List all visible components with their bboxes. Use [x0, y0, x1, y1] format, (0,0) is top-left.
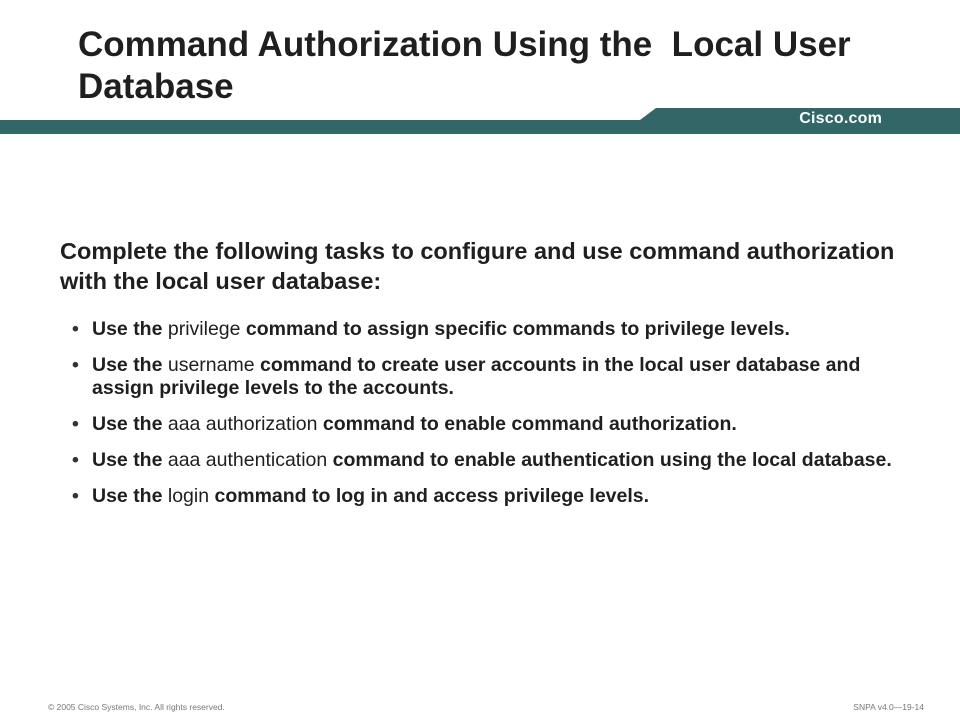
command-keyword: aaa authorization [167, 413, 318, 435]
cisco-brand-label: Cisco.com [799, 110, 882, 127]
command-keyword: privilege [167, 318, 241, 340]
list-item [72, 354, 892, 400]
bullet-text-post: command to log in and access privilege levels. [209, 485, 650, 507]
bullet-list [72, 318, 892, 521]
bullet-text-post: command to enable command authorization. [317, 413, 737, 435]
bullet-icon: • [72, 413, 79, 435]
intro-text: Complete the following tasks to configure and use command authorization with the local user database: [60, 238, 895, 294]
bullet-text-post: command to enable authentication using the local database. [327, 449, 892, 471]
footer-copyright: © 2005 Cisco Systems, Inc. All rights reserved. [48, 702, 225, 712]
bullet-text-pre: Use the [92, 354, 168, 376]
list-item [72, 413, 892, 436]
list-item [72, 449, 892, 472]
bullet-icon: • [72, 485, 79, 507]
bullet-text-post: command to assign specific commands to privilege levels. [240, 318, 790, 340]
list-item [72, 318, 892, 341]
bullet-text-pre: Use the [92, 413, 168, 435]
bullet-icon: • [72, 318, 79, 340]
bullet-text-post: command to create user accounts in the local user database and assign privilege levels to the accounts. [92, 354, 861, 399]
bullet-icon: • [72, 354, 79, 376]
bullet-text-pre: Use the [92, 485, 168, 507]
slide-title: Command Authorization Using the Local User Database [78, 25, 861, 106]
list-item [72, 485, 892, 508]
bullet-text-pre: Use the [92, 449, 168, 471]
command-keyword: login [167, 485, 210, 507]
bullet-text-pre: Use the [92, 318, 168, 340]
command-keyword: username [167, 354, 255, 376]
command-keyword: aaa authentication [167, 449, 328, 471]
footer-slide-ref: SNPA v4.0—19-14 [853, 702, 924, 712]
bullet-icon: • [72, 449, 79, 471]
